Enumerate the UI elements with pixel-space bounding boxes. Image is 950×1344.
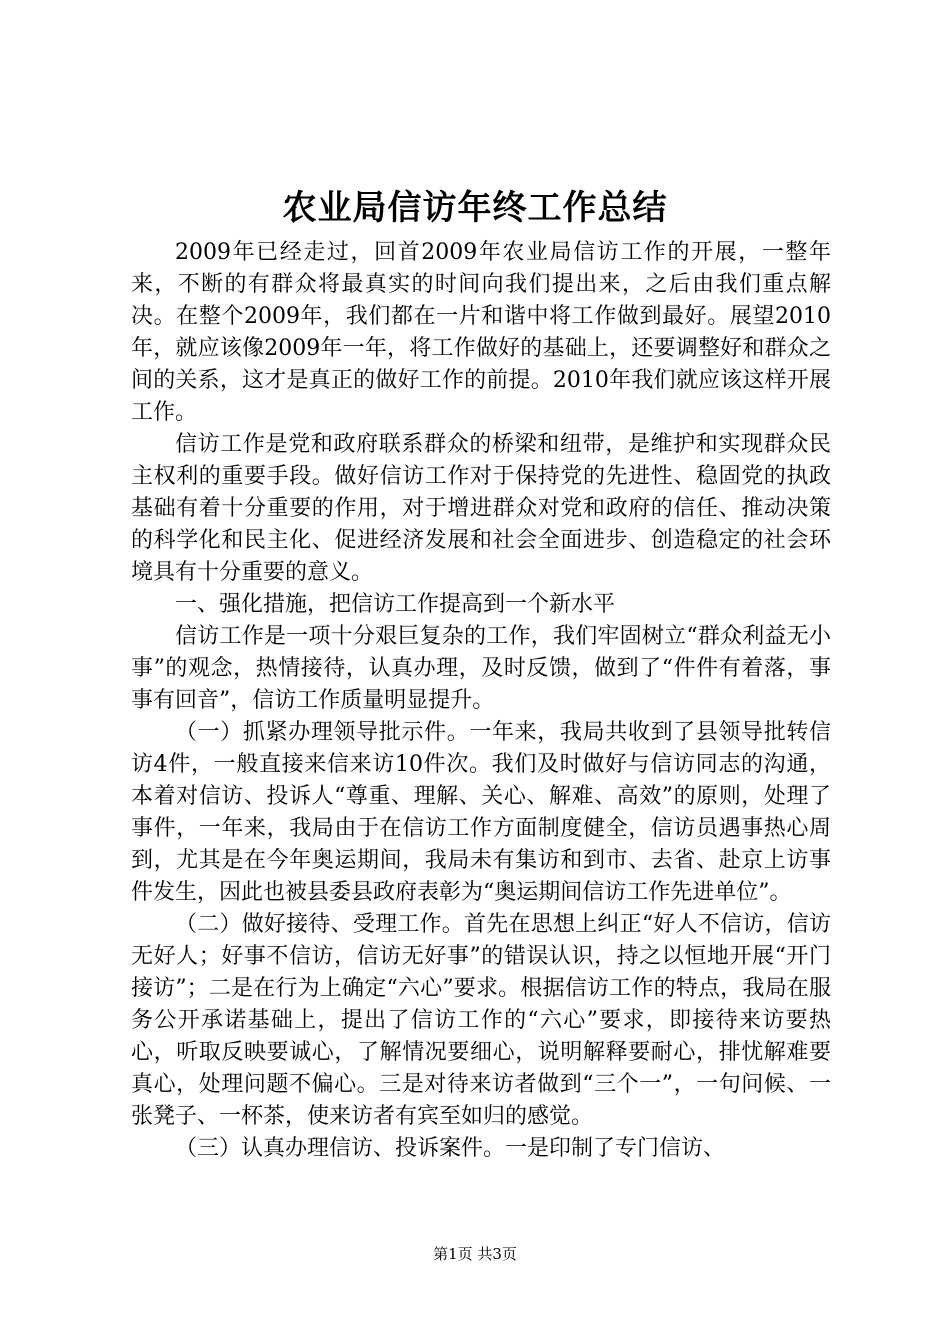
page-number-footer: 第1页 共3页 [433, 1245, 517, 1263]
paragraph-section-1-intro: 信访工作是一项十分艰巨复杂的工作，我们牢固树立“群众利益无小事”的观念，热情接待，认真办理，及时反馈，做到了“件件有着落，事事有回音”，信访工作质量明显提升。 [131, 624, 831, 713]
paragraph-intro: 2009年已经走过，回首2009年农业局信访工作的开展，一整年来，不断的有群众将最真实的时间向我们提出来，之后由我们重点解决。在整个2009年，我们都在一片和谐中将工作做到最好。展望2010年，就应该像2009年一年，将工作做好的基础上，还要调整好和群众之间的关系，这才是真正的做好工作的前提。2010年我们就应该这样开展工作。 [131, 240, 831, 425]
paragraph-subsection-1: （一）抓紧办理领导批示件。一年来，我局共收到了县领导批转信访4件，一般直接来信来访10件次。我们及时做好与信访同志的沟通，本着对信访、投诉人“尊重、理解、关心、解难、高效”的原则，处理了事件，一年来，我局由于在信访工作方面制度健全，信访员遇事热心周到，尤其是在今年奥运期间，我局未有集访和到市、去省、赴京上访事件发生，因此也被县委县政府表彰为“奥运期间信访工作先进单位”。 [131, 720, 831, 905]
section-heading-1: 一、强化措施，把信访工作提高到一个新水平 [175, 592, 616, 617]
paragraph-significance: 信访工作是党和政府联系群众的桥梁和纽带，是维护和实现群众民主权利的重要手段。做好信访工作对于保持党的先进性、稳固党的执政基础有着十分重要的作用，对于增进群众对党和政府的信任、推动决策的科学化和民主化、促进经济发展和社会全面进步、创造稳定的社会环境具有十分重要的意义。 [131, 432, 831, 585]
paragraph-subsection-2: （二）做好接待、受理工作。首先在思想上纠正“好人不信访，信访无好人；好事不信访，信访无好事”的错误认识，持之以恒地开展“开门接访”；二是在行为上确定“六心”要求。根据信访工作的特点，我局在服务公开承诺基础上，提出了信访工作的“六心”要求，即接待来访要热心，听取反映要诚心，了解情况要细心，说明解释要耐心，排忧解难要真心，处理问题不偏心。三是对待来访者做到“三个一”，一句问候、一张凳子、一杯茶，使来访者有宾至如归的感觉。 [131, 912, 831, 1129]
document-body [131, 237, 831, 1165]
document-title: 农业局信访年终工作总结 [282, 188, 668, 228]
paragraph-subsection-3: （三）认真办理信访、投诉案件。一是印制了专门信访、 [175, 1136, 726, 1161]
